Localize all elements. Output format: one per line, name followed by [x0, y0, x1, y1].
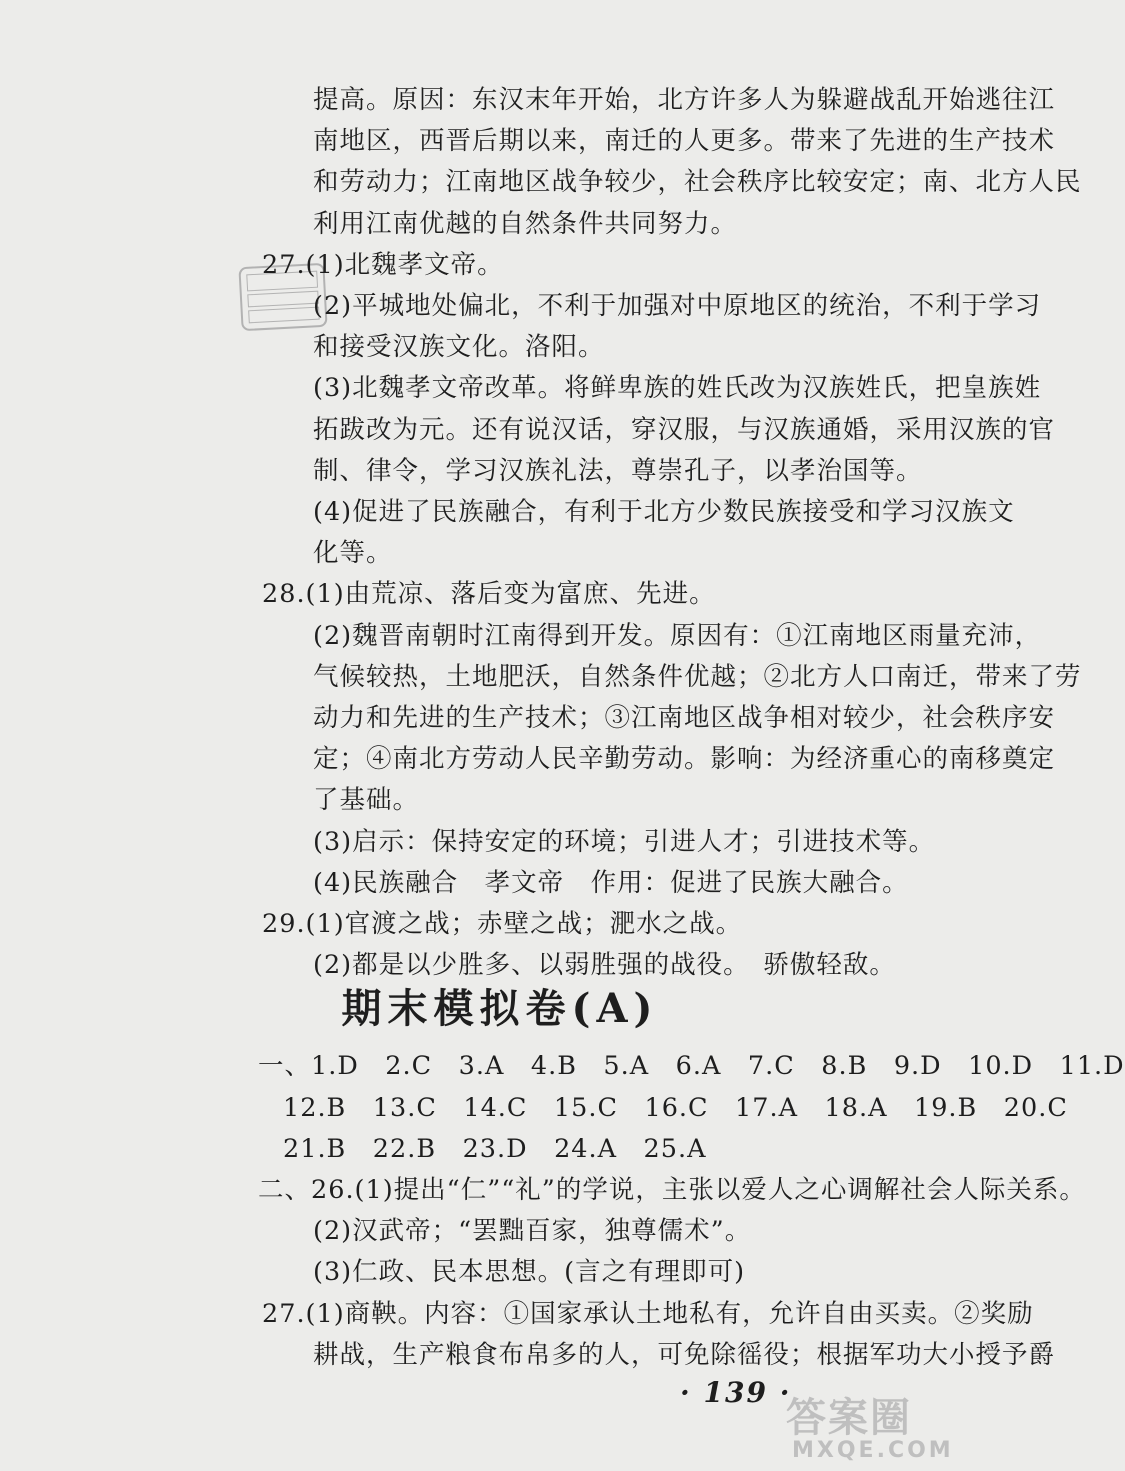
text-line: 南地区，西晋后期以来，南迁的人更多。带来了先进的生产技术 [313, 126, 1056, 157]
text-line: 一、1.D 2.C 3.A 4.B 5.A 6.A 7.C 8.B 9.D 10.D 11.D [258, 1051, 1125, 1082]
text-line: 二、26.(1)提出“仁”“礼”的学说，主张以爱人之心调解社会人际关系。 [258, 1175, 1086, 1205]
text-line: 提高。原因：东汉末年开始，北方许多人为躲避战乱开始逃往江 [313, 85, 1056, 115]
text-line: 气候较热，土地肥沃，自然条件优越；②北方人口南迁，带来了劳 [313, 661, 1082, 692]
text-line: 28.(1)由荒凉、落后变为富庶、先进。 [262, 579, 716, 610]
text-line: 动力和先进的生产技术；③江南地区战争相对较少，社会秩序安 [313, 703, 1056, 733]
text-line: 利用江南优越的自然条件共同努力。 [313, 208, 738, 239]
text-line: 和劳动力；江南地区战争较少，社会秩序比较安定；南、北方人民 [313, 167, 1082, 198]
section-title: 期末模拟卷(A) [341, 985, 659, 1033]
text-line: (3)仁政、民本思想。(言之有理即可) [313, 1257, 746, 1288]
text-line: 27.(1)商鞅。内容：①国家承认土地私有，允许自由买卖。②奖励 [262, 1298, 1034, 1329]
text-line: (2)平城地处偏北，不利于加强对中原地区的统治，不利于学习 [313, 291, 1042, 321]
text-line: 了基础。 [313, 785, 420, 816]
text-line: (4)促进了民族融合，有利于北方少数民族接受和学习汉族文 [313, 497, 1015, 527]
watermark-logo [772, 1386, 992, 1466]
text-line: (3)启示：保持安定的环境；引进人才；引进技术等。 [313, 826, 936, 857]
text-line: (2)汉武帝；“罢黜百家，独尊儒术”。 [313, 1216, 752, 1247]
text-line: 定；④南北方劳动人民辛勤劳动。影响：为经济重心的南移奠定 [313, 744, 1056, 775]
text-line: 21.B 22.B 23.D 24.A 25.A [283, 1133, 707, 1164]
text-line: 化等。 [313, 538, 393, 569]
watermark-main: 答案圈 [786, 1395, 912, 1441]
page-number: · 139 · [680, 1376, 792, 1409]
text-line: 和接受汉族文化。洛阳。 [313, 332, 605, 363]
text-line: 12.B 13.C 14.C 15.C 16.C 17.A 18.A 19.B 20.C [283, 1092, 1068, 1123]
text-line: 27.(1)北魏孝文帝。 [262, 249, 504, 280]
text-line: 耕战，生产粮食布帛多的人，可免除徭役；根据军功大小授予爵 [313, 1339, 1056, 1370]
watermark-sub: MXQE.COM [792, 1438, 954, 1463]
text-line: 29.(1)官渡之战；赤壁之战；淝水之战。 [262, 909, 743, 939]
text-line: (2)都是以少胜多、以弱胜强的战役。 骄傲轻敌。 [313, 950, 896, 981]
text-line: 制、律令，学习汉族礼法，尊崇孔子，以孝治国等。 [313, 455, 923, 486]
text-line: (4)民族融合 孝文帝 作用：促进了民族大融合。 [313, 867, 909, 898]
text-line: 拓跋改为元。还有说汉话，穿汉服，与汉族通婚，采用汉族的官 [313, 414, 1056, 445]
text-line: (3)北魏孝文帝改革。将鲜卑族的姓氏改为汉族姓氏，把皇族姓 [313, 373, 1042, 404]
text-line: (2)魏晋南朝时江南得到开发。原因有：①江南地区雨量充沛， [313, 620, 1042, 651]
